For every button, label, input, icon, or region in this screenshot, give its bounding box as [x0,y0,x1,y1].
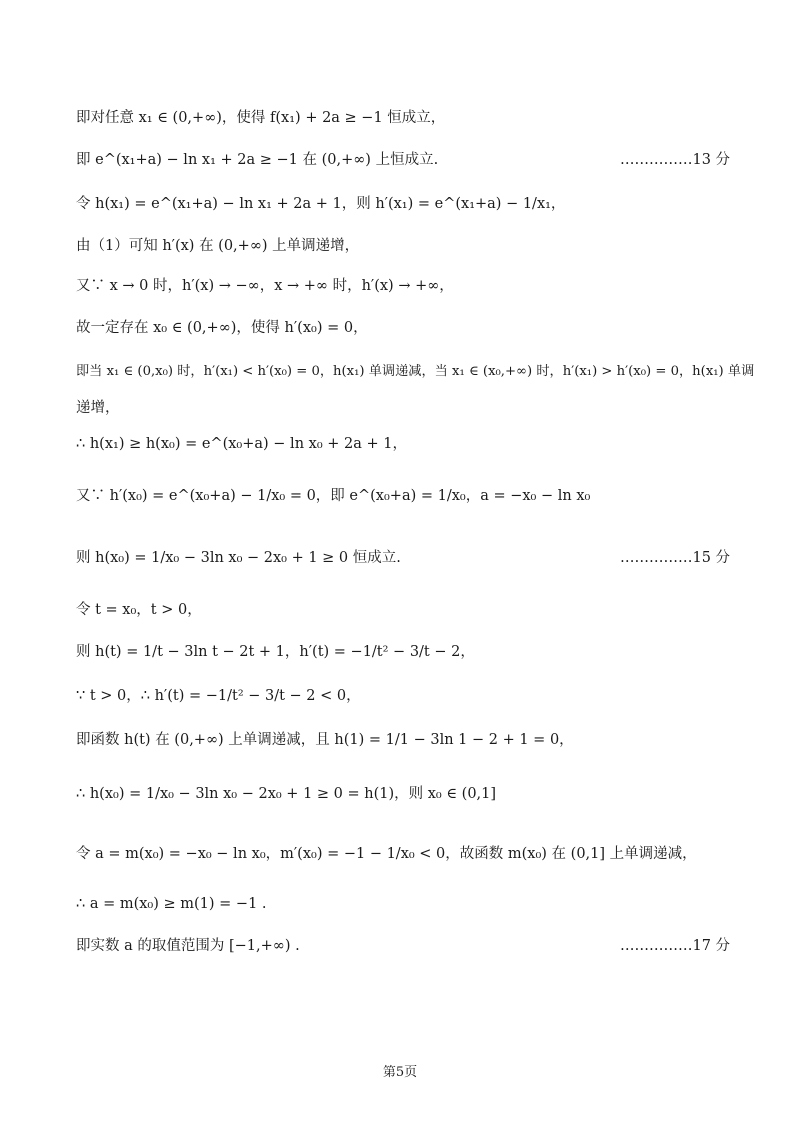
solution-line-16: ∴ h(x₀) = 1/x₀ − 3ln x₀ − 2x₀ + 1 ≥ 0 = h(1)，则 x₀ ∈ (0,1] [76,786,497,802]
solution-line-8: 递增， [76,400,120,416]
solution-line-19: 即实数 a 的取值范围为 [−1,+∞) . [76,938,300,954]
solution-line-7: 即当 x₁ ∈ (0,x₀) 时，h′(x₁) < h′(x₀) = 0，h(x₁) 单调递减，当 x₁ ∈ (x₀,+∞) 时，h′(x₁) > h′(x₀) = 0，h(x₁) 单调 [76,364,755,379]
solution-line-18: ∴ a = m(x₀) ≥ m(1) = −1 . [76,896,267,912]
solution-line-13: 则 h(t) = 1/t − 3ln t − 2t + 1，h′(t) = −1/t² − 3/t − 2， [76,644,475,660]
solution-line-14: ∵ t > 0，∴ h′(t) = −1/t² − 3/t − 2 < 0， [76,688,361,704]
solution-line-9: ∴ h(x₁) ≥ h(x₀) = e^(x₀+a) − ln x₀ + 2a + 1， [76,436,407,452]
score-marker-13: ……………13 分 [620,152,731,168]
solution-line-6: 故一定存在 x₀ ∈ (0,+∞)，使得 h′(x₀) = 0， [76,320,368,336]
score-marker-17: ……………17 分 [620,938,731,954]
solution-line-3: 令 h(x₁) = e^(x₁+a) − ln x₁ + 2a + 1，则 h′(x₁) = e^(x₁+a) − 1/x₁， [76,196,566,212]
solution-line-1: 即对任意 x₁ ∈ (0,+∞)，使得 f(x₁) + 2a ≥ −1 恒成立， [76,110,446,126]
score-marker-15: ……………15 分 [620,550,731,566]
solution-line-10: 又∵ h′(x₀) = e^(x₀+a) − 1/x₀ = 0，即 e^(x₀+a) = 1/x₀，a = −x₀ − ln x₀ [76,488,591,504]
solution-line-2: 即 e^(x₁+a) − ln x₁ + 2a ≥ −1 在 (0,+∞) 上恒成立. [76,152,439,168]
solution-line-17: 令 a = m(x₀) = −x₀ − ln x₀，m′(x₀) = −1 − 1/x₀ < 0，故函数 m(x₀) 在 (0,1] 上单调递减， [76,846,697,862]
page-number: 第5页 [382,1065,418,1080]
solution-line-12: 令 t = x₀，t > 0， [76,602,202,618]
solution-line-5: 又∵ x → 0 时，h′(x) → −∞，x → +∞ 时，h′(x) → +∞， [76,278,454,294]
solution-line-11: 则 h(x₀) = 1/x₀ − 3ln x₀ − 2x₀ + 1 ≥ 0 恒成立. [76,550,401,566]
solution-line-4: 由（1）可知 h′(x) 在 (0,+∞) 上单调递增， [76,238,360,254]
solution-line-15: 即函数 h(t) 在 (0,+∞) 上单调递减，且 h(1) = 1/1 − 3ln 1 − 2 + 1 = 0， [76,732,574,748]
